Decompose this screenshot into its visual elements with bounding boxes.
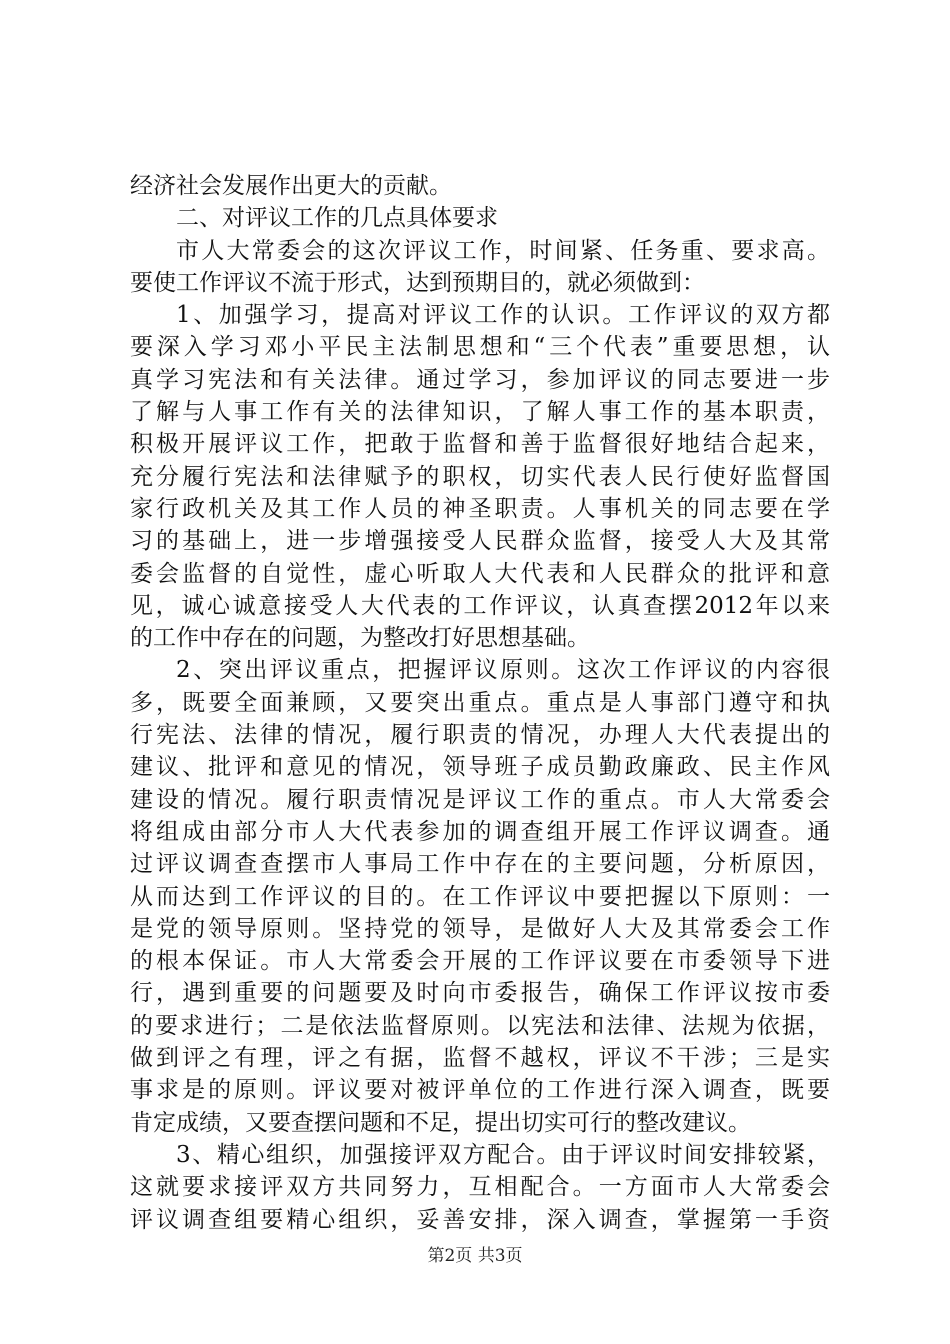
text-line: 习的基础上，进一步增强接受人民群众监督，接受人大及其常 <box>130 528 830 555</box>
text-line: 2、突出评议重点，把握评议原则。这次工作评议的内容很 <box>176 657 830 684</box>
text-line: 多，既要全面兼顾，又要突出重点。重点是人事部门遵守和执 <box>130 689 830 716</box>
text-line: 见，诚心诚意接受人大代表的工作评议，认真查摆2012年以来 <box>130 592 830 619</box>
text-line: 真学习宪法和有关法律。通过学习，参加评议的同志要进一步 <box>130 366 830 393</box>
text-line: 事求是的原则。评议要对被评单位的工作进行深入调查，既要 <box>130 1077 830 1104</box>
section-heading: 二、对评议工作的几点具体要求 <box>176 205 498 232</box>
text-line: 建议、批评和意见的情况，领导班子成员勤政廉政、民主作风 <box>130 754 830 781</box>
text-line: 的根本保证。市人大常委会开展的工作评议要在市委领导下进 <box>130 948 830 975</box>
text-line: 1、加强学习，提高对评议工作的认识。工作评议的双方都 <box>176 302 830 329</box>
text-line: 做到评之有理，评之有据，监督不越权，评议不干涉；三是实 <box>130 1045 830 1072</box>
text-line: 从而达到工作评议的目的。在工作评议中要把握以下原则：一 <box>130 883 830 910</box>
text-line: 家行政机关及其工作人员的神圣职责。人事机关的同志要在学 <box>130 495 830 522</box>
text-line: 将组成由部分市人大代表参加的调查组开展工作评议调查。通 <box>130 818 830 845</box>
text-line: 了解与人事工作有关的法律知识，了解人事工作的基本职责， <box>130 399 830 426</box>
text-line: 这就要求接评双方共同努力，互相配合。一方面市人大常委会 <box>130 1174 830 1201</box>
text-line: 肯定成绩，又要查摆问题和不足，提出切实可行的整改建议。 <box>130 1109 751 1136</box>
text-line: 充分履行宪法和法律赋予的职权，切实代表人民行使好监督国 <box>130 463 830 490</box>
text-line: 过评议调查查摆市人事局工作中存在的主要问题，分析原因， <box>130 851 830 878</box>
text-line: 委会监督的自觉性，虚心听取人大代表和人民群众的批评和意 <box>130 560 830 587</box>
document-body <box>130 170 830 1236</box>
text-line: 3、精心组织，加强接评双方配合。由于评议时间安排较紧， <box>176 1141 830 1168</box>
text-line: 建设的情况。履行职责情况是评议工作的重点。市人大常委会 <box>130 786 830 813</box>
text-line: 积极开展评议工作，把敢于监督和善于监督很好地结合起来， <box>130 431 830 458</box>
text-line: 要深入学习邓小平民主法制思想和“三个代表”重要思想，认 <box>130 334 830 361</box>
text-line: 市人大常委会的这次评议工作，时间紧、任务重、要求高。 <box>176 237 830 264</box>
text-line: 的工作中存在的问题，为整改打好思想基础。 <box>130 625 590 652</box>
text-line: 评议调查组要精心组织，妥善安排，深入调查，掌握第一手资 <box>130 1206 830 1233</box>
text-line: 的要求进行；二是依法监督原则。以宪法和法律、法规为依据， <box>130 1012 830 1039</box>
text-line: 是党的领导原则。坚持党的领导，是做好人大及其常委会工作 <box>130 915 830 942</box>
page-number-footer: 第2页 共3页 <box>427 1246 523 1266</box>
text-line: 经济社会发展作出更大的贡献。 <box>130 173 452 199</box>
text-line: 要使工作评议不流于形式，达到预期目的，就必须做到： <box>130 269 705 296</box>
text-line: 行，遇到重要的问题要及时向市委报告，确保工作评议按市委 <box>130 980 830 1007</box>
text-line: 行宪法、法律的情况，履行职责的情况，办理人大代表提出的 <box>130 722 830 749</box>
